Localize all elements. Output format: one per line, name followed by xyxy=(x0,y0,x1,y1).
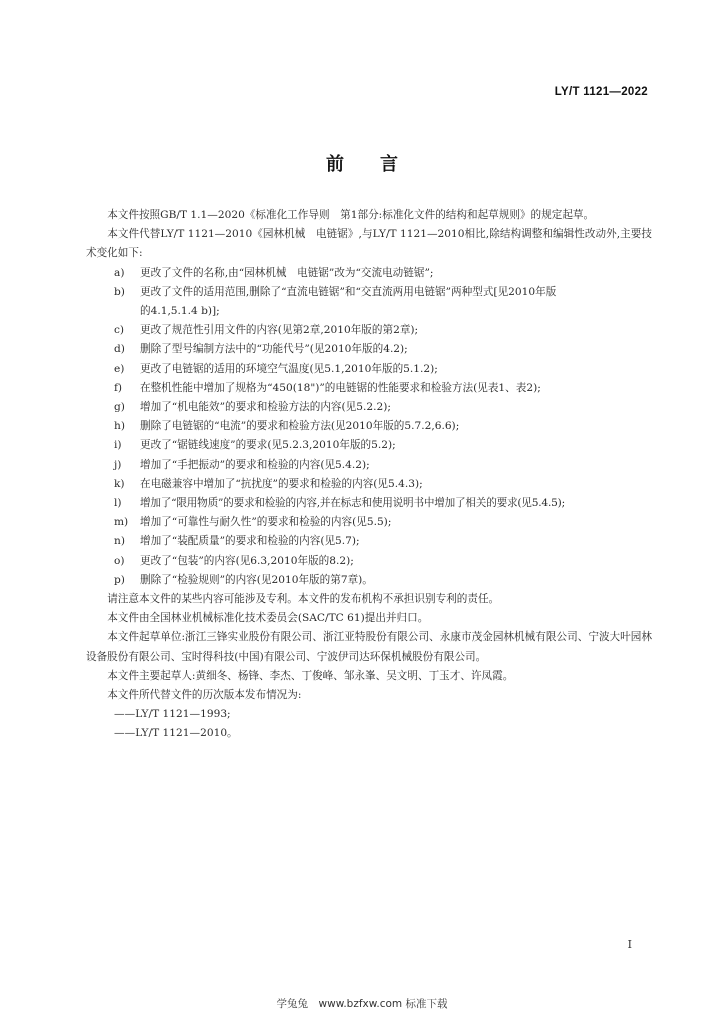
list-marker: p) xyxy=(114,573,125,586)
list-marker: o) xyxy=(114,554,125,567)
list-text-continued: 的4.1,5.1.4 b)]; xyxy=(140,305,220,318)
list-item xyxy=(86,398,652,417)
list-marker: a) xyxy=(114,266,125,279)
list-item xyxy=(86,264,652,283)
list-item xyxy=(86,513,652,532)
list-marker: g) xyxy=(114,401,125,414)
list-text: 删除了型号编制方法中的“功能代号”(见2010年版的4.2); xyxy=(140,343,408,356)
list-text: 删除了电链锯的“电流”的要求和检验方法(见2010年版的5.7.2,6.6); xyxy=(140,420,460,433)
paragraph-replaces: 本文件代替LY/T 1121—2010《园林机械 电链锯》,与LY/T 1121—2010相比,除结构调整和编辑性改动外,主要技术变化如下: xyxy=(86,228,652,260)
list-item xyxy=(86,571,652,590)
list-text: 更改了“锯链线速度”的要求(见5.2.3,2010年版的5.2); xyxy=(140,439,396,452)
paragraph-history-intro: 本文件所代替文件的历次版本发布情况为: xyxy=(107,689,302,702)
paragraph-drafting-rules: 本文件按照GB/T 1.1—2020《标准化工作导则 第1部分:标准化文件的结构和起草规则》的规定起草。 xyxy=(107,209,595,221)
list-marker: c) xyxy=(114,324,125,337)
list-text: 增加了“装配质量”的要求和检验的内容(见5.7); xyxy=(140,535,360,548)
list-text: 增加了“可靠性与耐久性”的要求和检验的内容(见5.5); xyxy=(140,516,392,529)
list-text: 更改了文件的适用范围,删除了“直流电链锯”和“交直流两用电链锯”两种型式[见2010年版 xyxy=(140,285,557,298)
title-char-1: 前 xyxy=(326,154,344,175)
page-number: I xyxy=(627,938,632,951)
standard-number: LY/T 1121—2022 xyxy=(554,86,648,98)
list-marker: m) xyxy=(114,516,129,529)
title-char-2: 言 xyxy=(380,154,398,175)
list-marker: h) xyxy=(114,420,125,433)
list-text: 更改了文件的名称,由“园林机械 电链锯”改为“交流电动链锯”; xyxy=(140,266,434,279)
list-item xyxy=(86,417,652,436)
list-item xyxy=(86,552,652,571)
list-text: 在电磁兼容中增加了“抗扰度”的要求和检验的内容(见5.4.3); xyxy=(140,477,423,490)
paragraph-patent-notice: 请注意本文件的某些内容可能涉及专利。本文件的发布机构不承担识别专利的责任。 xyxy=(107,593,500,606)
list-text: 删除了“检验规则”的内容(见2010年版的第7章)。 xyxy=(140,573,373,586)
list-item xyxy=(86,360,652,379)
list-item xyxy=(86,436,652,455)
history-item: ——LY/T 1121—1993; xyxy=(114,708,231,721)
list-text: 更改了“包装”的内容(见6.3,2010年版的8.2); xyxy=(140,554,354,567)
list-marker: d) xyxy=(114,343,125,356)
page-title xyxy=(0,150,724,176)
list-text: 更改了电链锯的适用的环境空气温度(见5.1,2010年版的5.1.2); xyxy=(140,362,438,375)
list-marker: n) xyxy=(114,535,125,548)
list-item xyxy=(86,475,652,494)
list-item xyxy=(86,340,652,359)
list-item xyxy=(86,494,652,513)
list-text: 更改了规范性引用文件的内容(见第2章,2010年版的第2章); xyxy=(140,324,419,337)
list-marker: i) xyxy=(114,439,122,452)
paragraph-drafting-units: 本文件起草单位:浙江三锋实业股份有限公司、浙江亚特股份有限公司、永康市茂金园林机械有限公司、宁波大叶园林设备股份有限公司、宝时得科技(中国)有限公司、宁波伊司达环保机械股份有限公司。 xyxy=(86,631,652,663)
list-text: 增加了“手把振动”的要求和检验的内容(见5.4.2); xyxy=(140,458,370,471)
foreword-body xyxy=(86,206,652,744)
paragraph-drafters: 本文件主要起草人:黄细冬、杨锋、李杰、丁俊峰、邹永峯、吴文明、丁玉才、许凤霞。 xyxy=(107,669,514,682)
list-item xyxy=(86,379,652,398)
list-marker: f) xyxy=(114,381,123,394)
list-marker: l) xyxy=(114,497,122,510)
list-marker: j) xyxy=(114,458,122,471)
list-marker: k) xyxy=(114,477,125,490)
list-text: 增加了“机电能效”的要求和检验方法的内容(见5.2.2); xyxy=(140,401,391,414)
history-item: ——LY/T 1121—2010。 xyxy=(114,727,238,740)
list-text: 增加了“限用物质”的要求和检验的内容,并在标志和使用说明书中增加了相关的要求(见5.4.5); xyxy=(140,497,565,510)
list-item xyxy=(86,532,652,551)
list-text: 在整机性能中增加了规格为“450(18")”的电链锯的性能要求和检验方法(见表1、表2); xyxy=(140,381,541,394)
footer-watermark: 学兔兔 www.bzfxw.com 标准下载 xyxy=(276,998,448,1010)
list-item xyxy=(86,283,652,321)
list-item xyxy=(86,456,652,475)
list-marker: e) xyxy=(114,362,125,375)
list-item xyxy=(86,321,652,340)
paragraph-proposer: 本文件由全国林业机械标准化技术委员会(SAC/TC 61)提出并归口。 xyxy=(107,612,429,625)
list-marker: b) xyxy=(114,285,125,298)
